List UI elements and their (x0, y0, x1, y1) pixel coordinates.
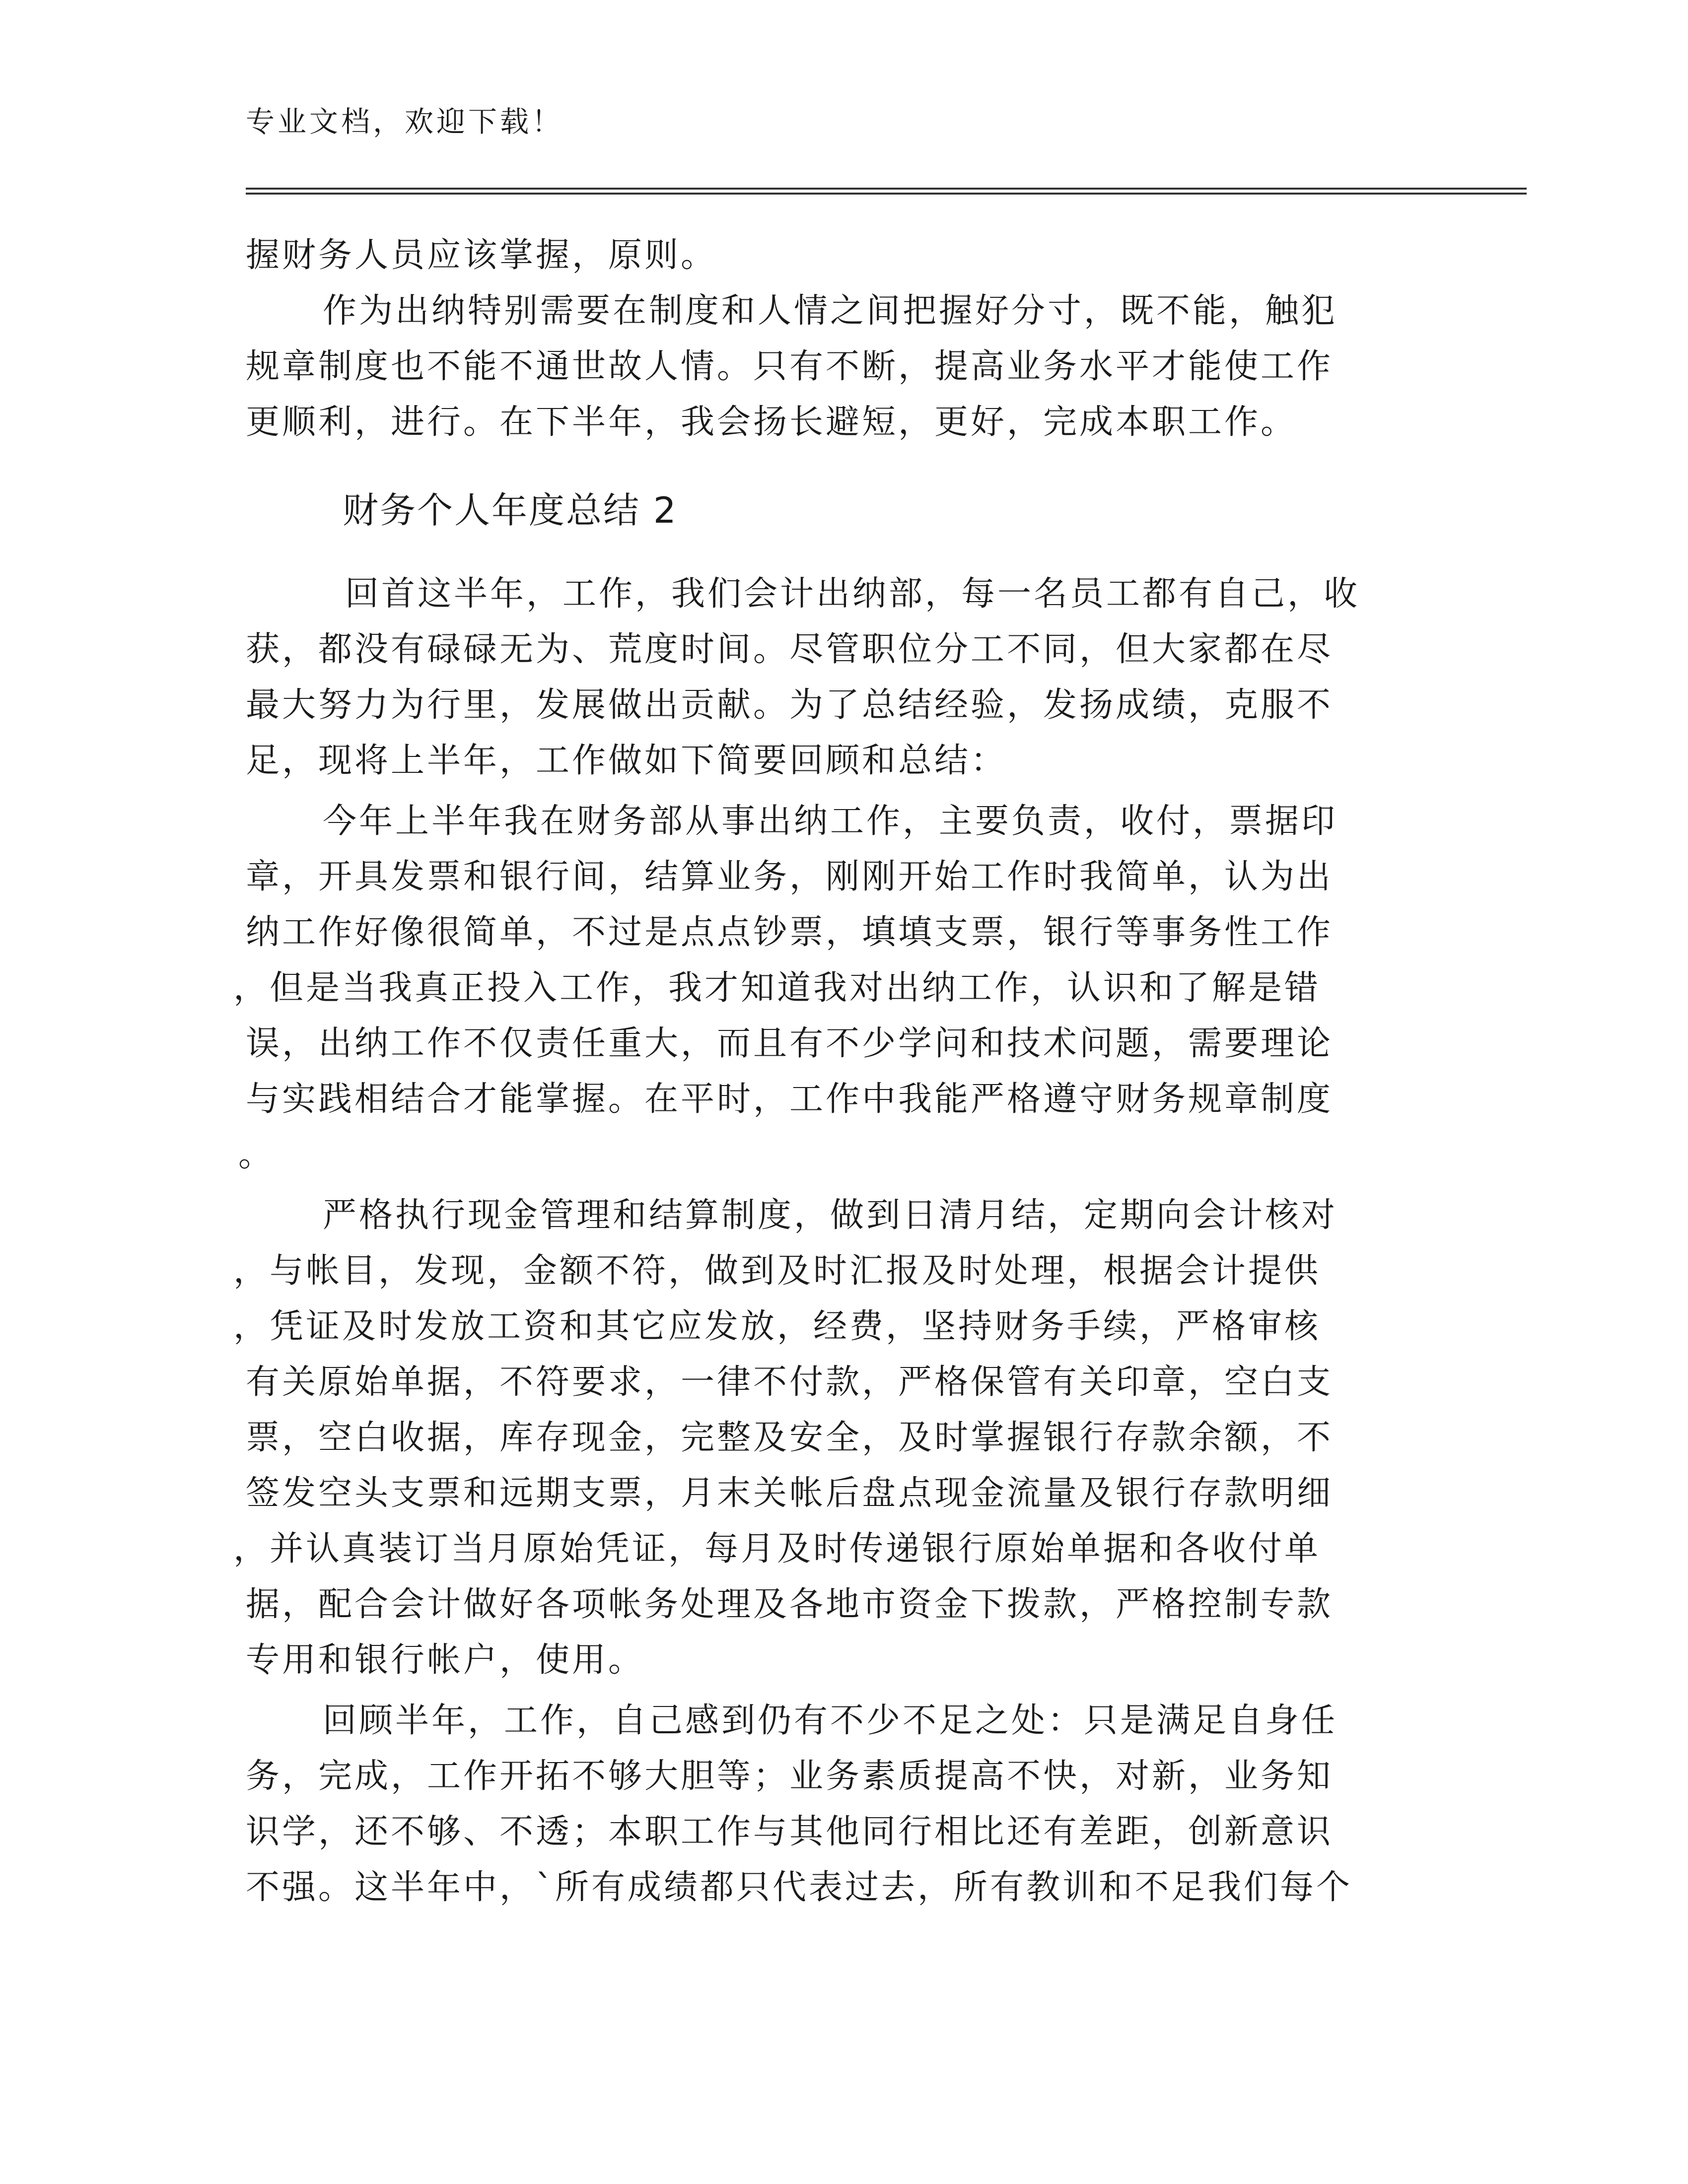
section-title: 财务个人年度总结 2 (343, 489, 678, 531)
paragraph-line: 足，现将上半年，工作做如下简要回顾和总结： (246, 741, 1007, 780)
header-rule-bottom (246, 193, 1527, 195)
paragraph-line: 票，空白收据，库存现金，完整及安全，及时掌握银行存款余额，不 (246, 1418, 1334, 1457)
paragraph-line: ，凭证及时发放工资和其它应发放，经费，坚持财务手续，严格审核 (233, 1307, 1321, 1346)
paragraph-line: 严格执行现金管理和结算制度，做到日清月结，定期向会计核对 (323, 1196, 1338, 1235)
paragraph-line: 握财务人员应该掌握，原则。 (246, 236, 717, 275)
paragraph-line: 纳工作好像很简单，不过是点点钞票，填填支票，银行等事务性工作 (246, 913, 1334, 952)
paragraph-line: ，并认真装订当月原始凭证，每月及时传递银行原始单据和各收付单 (233, 1529, 1321, 1569)
paragraph-line: 作为出纳特别需要在制度和人情之间把握好分寸，既不能，触犯 (323, 291, 1338, 331)
paragraph-line: ，与帐目，发现，金额不符，做到及时汇报及时处理，根据会计提供 (233, 1251, 1321, 1291)
paragraph-line: 不强。这半年中，`所有成绩都只代表过去，所有教训和不足我们每个 (246, 1868, 1353, 1907)
paragraph-line: 规章制度也不能不通世故人情。只有不断，提高业务水平才能使工作 (246, 347, 1334, 386)
paragraph-line: 误，出纳工作不仅责任重大，而且有不少学问和技术问题，需要理论 (246, 1024, 1334, 1063)
paragraph-line: 获，都没有碌碌无为、荒度时间。尽管职位分工不同，但大家都在尽 (246, 630, 1334, 669)
paragraph-line: 最大努力为行里，发展做出贡献。为了总结经验，发扬成绩，克服不 (246, 685, 1334, 725)
paragraph-line: 。 (238, 1135, 275, 1174)
paragraph-line: 识学，还不够、不透；本职工作与其他同行相比还有差距，创新意识 (246, 1812, 1334, 1851)
paragraph-line: 与实践相结合才能掌握。在平时，工作中我能严格遵守财务规章制度 (246, 1080, 1334, 1119)
paragraph-line: 务，完成，工作开拓不够大胆等；业务素质提高不快，对新，业务知 (246, 1757, 1334, 1796)
paragraph-line: 今年上半年我在财务部从事出纳工作，主要负责，收付，票据印 (323, 802, 1338, 841)
paragraph-line: 专用和银行帐户，使用。 (246, 1640, 645, 1680)
paragraph-line: 签发空头支票和远期支票，月末关帐后盘点现金流量及银行存款明细 (246, 1474, 1334, 1513)
page-header-text: 专业文档，欢迎下载！ (246, 105, 564, 138)
paragraph-line: 章，开具发票和银行间，结算业务，刚刚开始工作时我简单，认为出 (246, 857, 1334, 896)
paragraph-line: 回顾半年，工作，自己感到仍有不少不足之处：只是满足自身任 (323, 1701, 1338, 1740)
paragraph-line: 有关原始单据，不符要求，一律不付款，严格保管有关印章，空白支 (246, 1363, 1334, 1402)
paragraph-line: 据，配合会计做好各项帐务处理及各地市资金下拨款，严格控制专款 (246, 1585, 1334, 1624)
paragraph-line: 回首这半年，工作，我们会计出纳部，每一名员工都有自己，收 (345, 574, 1360, 614)
header-rule-top (246, 188, 1527, 190)
paragraph-line: 更顺利，进行。在下半年，我会扬长避短，更好，完成本职工作。 (246, 403, 1297, 442)
paragraph-line: ，但是当我真正投入工作，我才知道我对出纳工作，认识和了解是错 (233, 968, 1321, 1008)
